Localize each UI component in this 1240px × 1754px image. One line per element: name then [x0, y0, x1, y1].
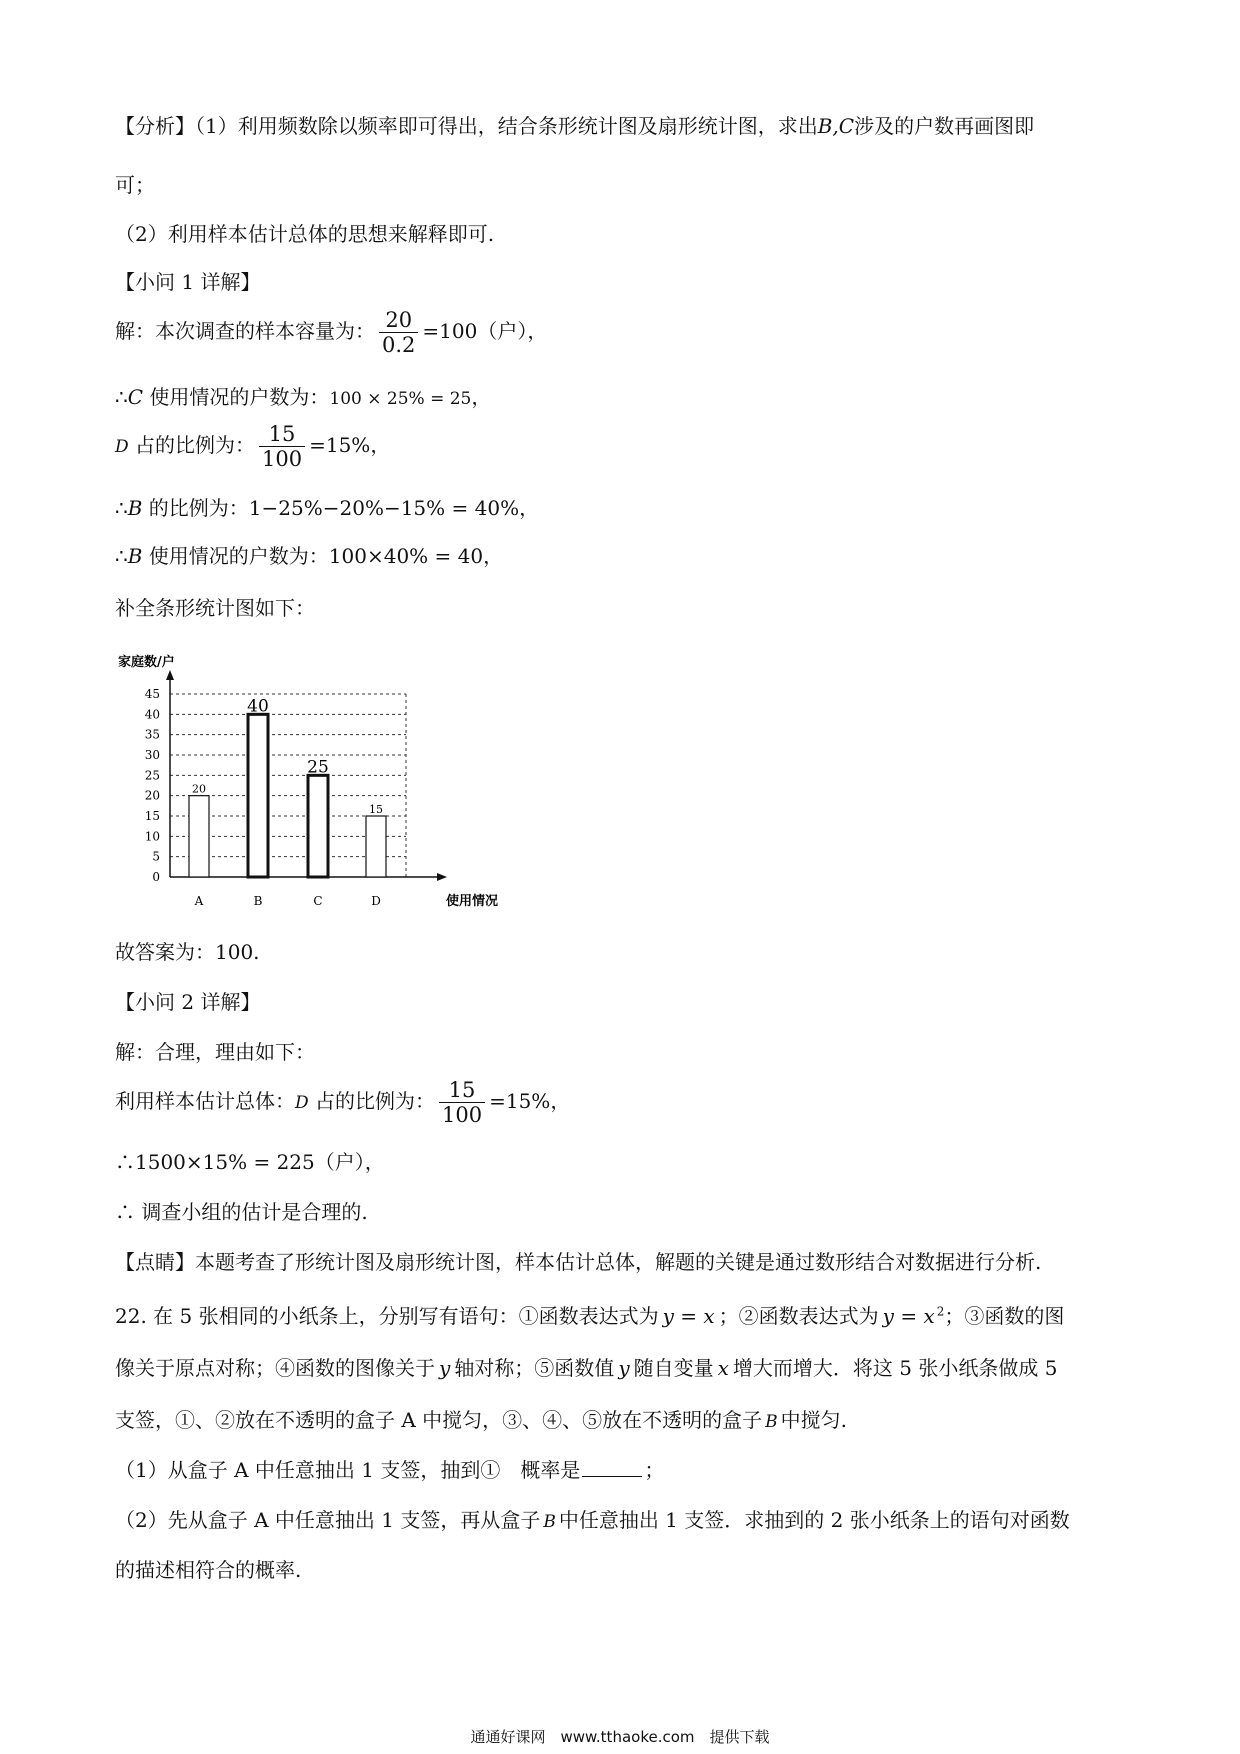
- sample-size-line: [115, 308, 547, 357]
- p22-question-2: [115, 1508, 1070, 1532]
- p22-q2-text: 中任意抽出 1 支签．求抽到的 2 张小纸条上的语句对函数: [558, 1508, 1070, 1532]
- p22-text: 中搅匀.: [780, 1408, 848, 1432]
- var-d: D: [115, 437, 129, 458]
- therefore-symbol: ∴: [115, 496, 128, 520]
- y-tick-label: 10: [144, 829, 160, 844]
- c-count-line: [115, 385, 491, 409]
- b-count-end: ，: [483, 544, 504, 568]
- calc-unit: （户），: [314, 1150, 385, 1174]
- estimate-end: ，: [550, 1089, 571, 1114]
- estimate-numerator: 15: [448, 1078, 476, 1102]
- comment-line: 【点睛】本题考查了形统计图及扇形统计图，样本估计总体，解题的关键是通过数形结合对数据进行分析.: [115, 1250, 1042, 1274]
- complete-chart-text: 补全条形统计图如下：: [115, 596, 315, 620]
- conclusion-line: ∴ 调查小组的估计是合理的.: [115, 1200, 368, 1224]
- var-y: y: [439, 1356, 451, 1380]
- calc-line: [115, 1150, 385, 1174]
- estimate-fraction: [439, 1078, 485, 1127]
- c-text: 使用情况的户数为：: [143, 385, 330, 409]
- p22-line-2: [115, 1356, 1057, 1380]
- d-equation: =15%: [309, 433, 371, 458]
- bar-D: [366, 816, 386, 877]
- bar-value-label: 20: [192, 782, 206, 796]
- y-tick-label: 25: [144, 768, 160, 783]
- b-end: ，: [519, 496, 540, 520]
- sample-fraction: [379, 308, 418, 357]
- b-equation: 1−25%−20%−15% = 40%: [248, 496, 520, 520]
- exponent: 2: [936, 1304, 945, 1319]
- y-tick-label: 40: [144, 707, 160, 722]
- bar-A: [189, 796, 209, 877]
- p22-text: ；③函数的图: [944, 1304, 1065, 1328]
- q2-line-1: 解：合理，理由如下：: [115, 1040, 315, 1064]
- therefore-symbol: ∴: [115, 544, 128, 568]
- var-b: B: [127, 544, 143, 568]
- d-end: ，: [370, 433, 391, 458]
- estimate-equation: =15%: [489, 1089, 551, 1114]
- b-ratio-line: [115, 496, 539, 520]
- sample-equation: =100: [422, 319, 478, 344]
- page-footer: 通通好课网 www.tthaoke.com 提供下载: [470, 1728, 770, 1746]
- d-denominator: 100: [259, 446, 305, 471]
- d-ratio-line: [115, 422, 390, 471]
- p22-text: 支签，①、②放在不透明的盒子 A 中搅匀，③、④、⑤放在不透明的盒子: [115, 1408, 763, 1432]
- p22-text: 增大而增大．将这 5 张小纸条做成 5: [732, 1356, 1058, 1380]
- x-tick-label: C: [313, 894, 323, 908]
- bar-B: [248, 714, 268, 877]
- var-x: x: [717, 1356, 729, 1380]
- analysis-text: 【分析】（1）利用频数除以频率即可得出，结合条形统计图及扇形统计图，求出: [115, 114, 818, 138]
- sample-numerator: 20: [385, 308, 413, 332]
- estimate-line: [115, 1078, 570, 1127]
- bar-value-label: 40: [247, 696, 269, 717]
- estimate-denominator: 100: [439, 1102, 485, 1127]
- bar-value-label: 25: [307, 757, 329, 778]
- calc-equation: 1500×15% = 225: [135, 1150, 315, 1174]
- y-axis-arrow: [166, 670, 174, 680]
- p22-q2-text: （2）先从盒子 A 中任意抽出 1 支签，再从盒子: [115, 1508, 541, 1532]
- c-equation: 100 × 25% = 25: [329, 389, 472, 409]
- d-numerator: 15: [268, 422, 296, 446]
- c-end: ，: [471, 385, 492, 409]
- var-y: y: [618, 1356, 630, 1380]
- answer-blank[interactable]: [582, 1476, 642, 1477]
- answer-line: 故答案为：100.: [115, 940, 260, 964]
- p22-text: 22. 在 5 张相同的小纸条上，分别写有语句：①函数表达式为: [115, 1304, 659, 1328]
- p22-q1-end: ；: [644, 1458, 665, 1482]
- y-tick-label: 45: [144, 687, 160, 701]
- q1-heading: 【小问 1 详解】: [115, 270, 261, 294]
- p22-text: 轴对称；⑤函数值: [454, 1356, 615, 1380]
- analysis-line-2: 可；: [115, 173, 155, 197]
- b-count-equation: 100×40% = 40: [328, 544, 484, 568]
- analysis-text-end: 涉及的户数再画图即: [854, 114, 1035, 138]
- x-tick-label: A: [194, 894, 204, 908]
- p22-text: 像关于原点对称；④函数的图像关于: [115, 1356, 435, 1380]
- p22-text: 随自变量: [633, 1356, 714, 1380]
- estimate-text: 占的比例为：: [308, 1089, 435, 1114]
- d-text: 占的比例为：: [128, 433, 255, 458]
- d-fraction: [259, 422, 305, 471]
- y-tick-label: 30: [144, 748, 160, 762]
- var-d: D: [295, 1093, 309, 1114]
- y-tick-label: 0: [152, 870, 160, 884]
- x-axis-label: 使用情况: [446, 894, 499, 909]
- box-b: B: [543, 1512, 556, 1532]
- y-tick-label: 35: [144, 727, 160, 742]
- b-count-text: 使用情况的户数为：: [142, 544, 329, 568]
- bar-chart: [108, 652, 528, 912]
- bar-C: [308, 775, 328, 877]
- therefore-symbol: ∴: [115, 1150, 135, 1174]
- p22-line-3: [115, 1408, 847, 1432]
- b-text: 的比例为：: [142, 496, 249, 520]
- p22-line-1: [115, 1304, 1064, 1328]
- formula-y-eq-x-squared: y = x: [882, 1304, 935, 1328]
- box-b: B: [765, 1412, 778, 1432]
- var-c: C: [127, 385, 144, 409]
- y-tick-label: 20: [144, 788, 160, 803]
- y-tick-label: 5: [152, 849, 160, 864]
- q2-heading: 【小问 2 详解】: [115, 990, 261, 1014]
- therefore-symbol: ∴: [115, 385, 128, 409]
- analysis-vars: B,C: [817, 114, 855, 138]
- p22-question-2-line-2: 的描述相符合的概率.: [115, 1558, 302, 1582]
- sample-unit: （户），: [477, 319, 548, 344]
- x-tick-label: D: [371, 894, 381, 908]
- p22-text: ；②函数表达式为: [718, 1304, 879, 1328]
- bar-value-label: 15: [369, 803, 383, 816]
- sample-denominator: 0.2: [379, 332, 418, 357]
- x-tick-label: B: [253, 894, 263, 908]
- y-axis-label: 家庭数/户: [118, 655, 175, 670]
- x-axis-arrow: [437, 873, 447, 881]
- p22-q1-text: （1）从盒子 A 中任意抽出 1 支签，抽到① 概率是: [115, 1458, 581, 1482]
- var-b: B: [127, 496, 143, 520]
- sample-prefix: 解：本次调查的样本容量为：: [115, 319, 375, 344]
- formula-y-eq-x: y = x: [662, 1304, 715, 1328]
- analysis-part-2: （2）利用样本估计总体的思想来解释即可.: [115, 222, 495, 246]
- y-tick-label: 15: [144, 809, 160, 823]
- p22-question-1: [115, 1458, 664, 1482]
- estimate-prefix: 利用样本估计总体：: [115, 1089, 295, 1114]
- b-count-line: [115, 544, 503, 568]
- analysis-line-1: [115, 114, 1034, 138]
